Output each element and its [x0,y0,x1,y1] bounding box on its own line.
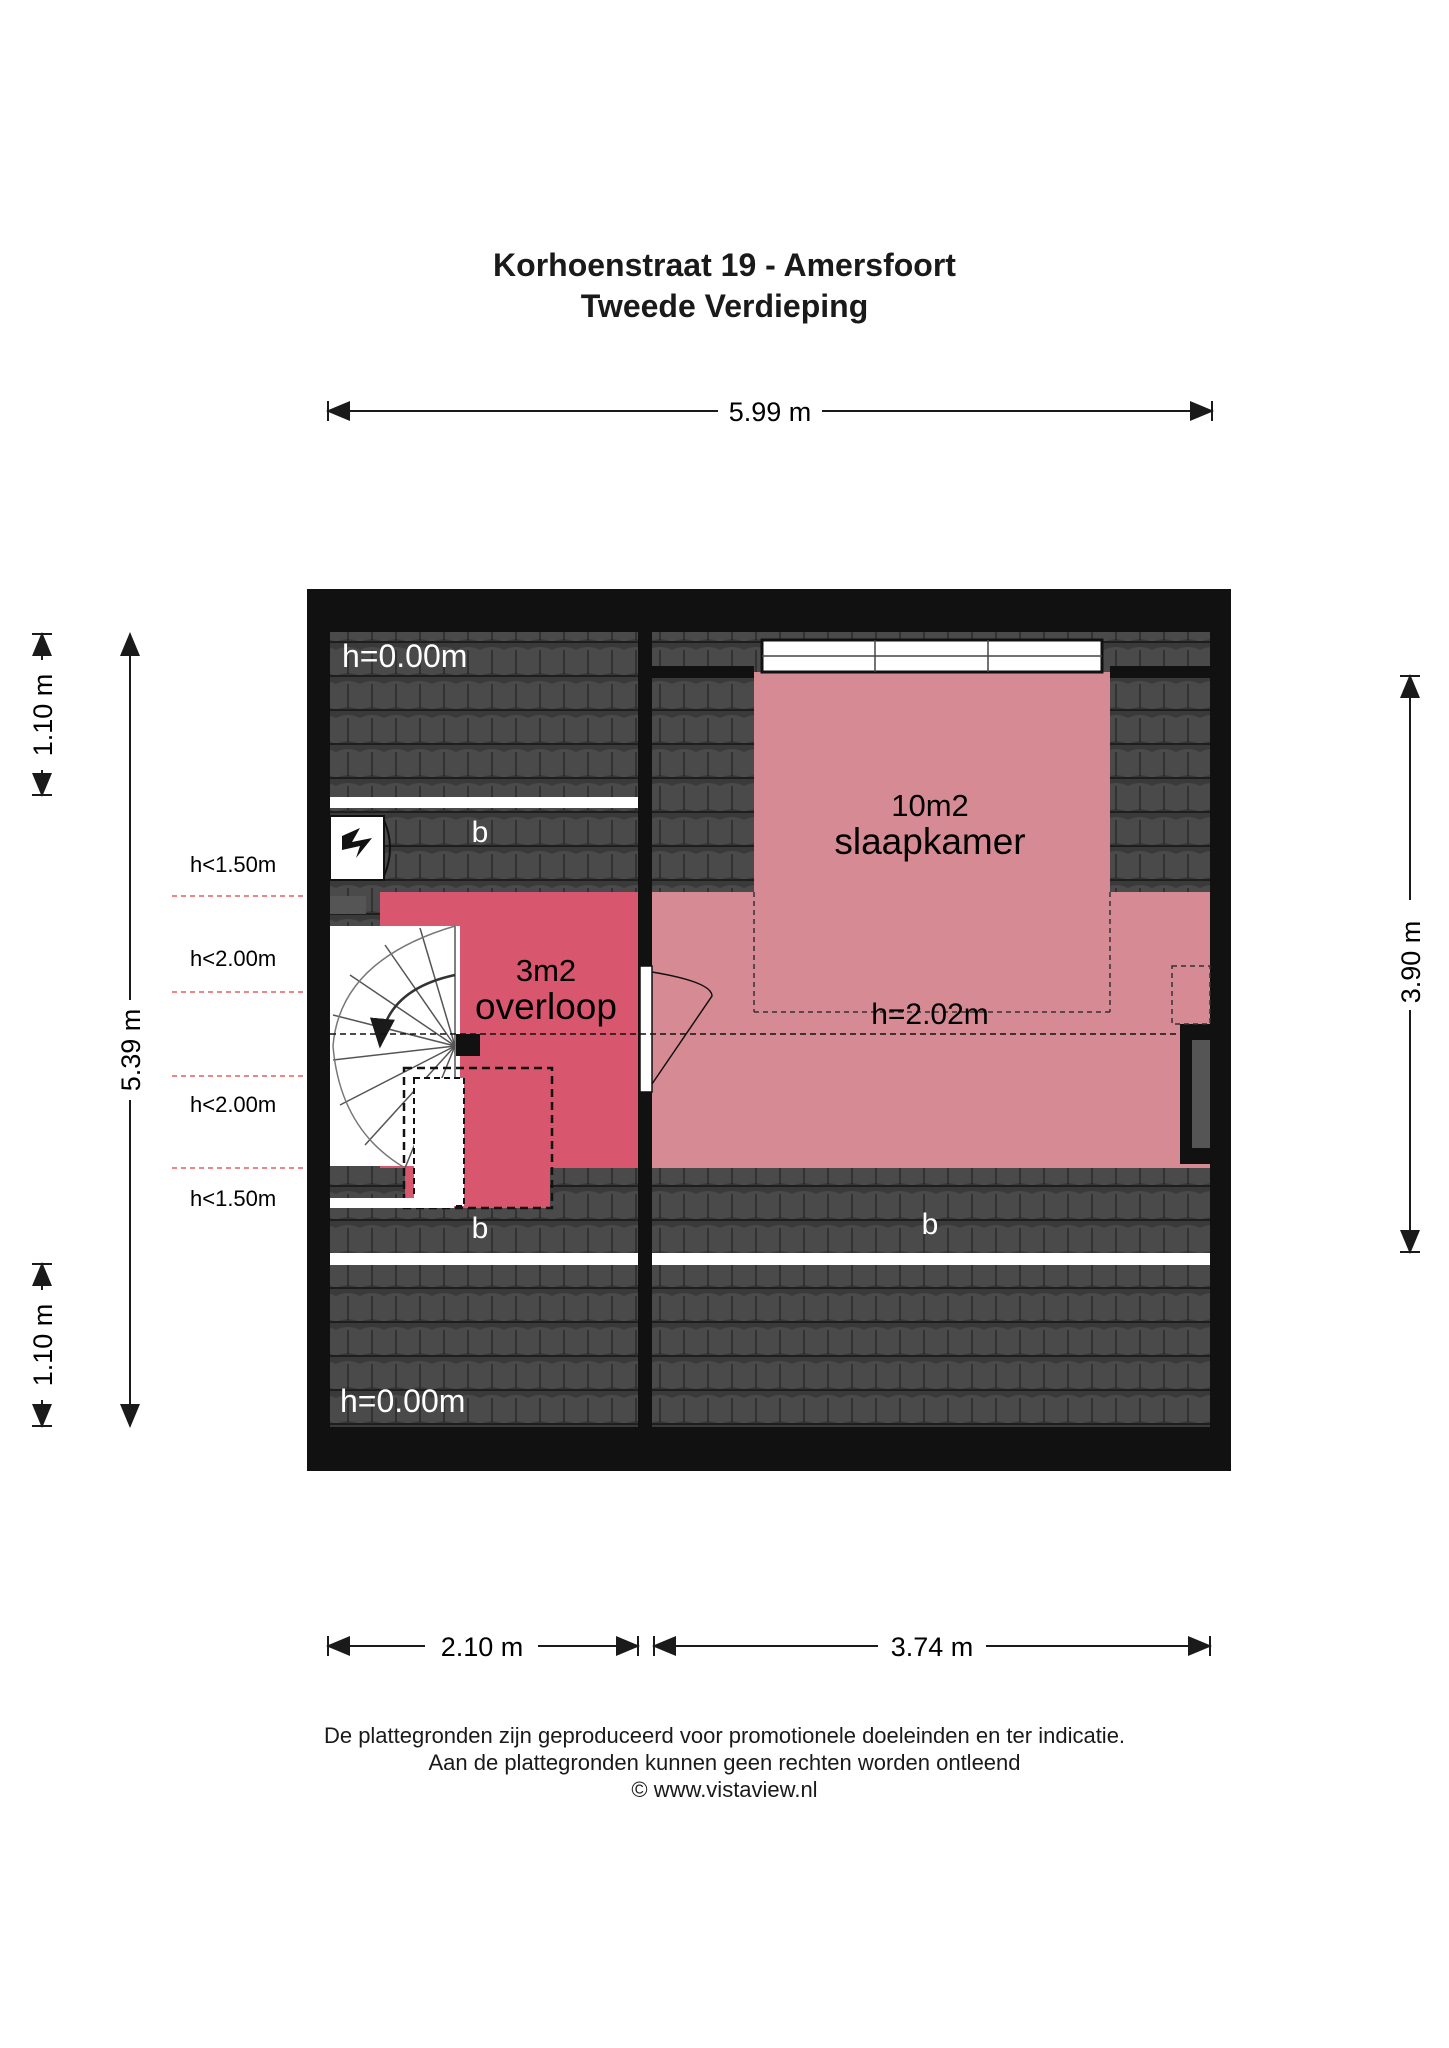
b-label-bottom-right: b [921,1208,939,1241]
copyright-line: © www.vistaview.nl [631,1777,818,1802]
dimension-left [28,634,146,1426]
kneewall-top [330,797,638,808]
slaapkamer-name: slaapkamer [834,821,1026,862]
vent [330,896,366,914]
boiler-unit [330,816,384,880]
dimension-top [328,397,1212,427]
kneewall-bottom-right [652,1253,1210,1265]
height-label-1: h<1.50m [190,852,277,877]
height-lines [172,896,304,1168]
dimension-left-bottom: 1.10 m [28,1303,58,1387]
height-label-2: h<2.00m [190,946,277,971]
plan-floor-title: Tweede Verdieping [580,288,869,324]
height-top-left: h=0.00m [342,638,468,674]
door-frame [640,966,652,1092]
stair-post [456,1034,480,1056]
b-label-bottom-left: b [471,1212,489,1245]
disclaimer-line-2: Aan de plattegronden kunnen geen rechten worden ontleend [428,1750,1021,1775]
dimension-left-total: 5.39 m [116,1008,146,1092]
dimension-bottom-left-label: 2.10 m [440,1632,524,1662]
height-bottom-left: h=0.00m [340,1383,466,1419]
height-label-4: h<1.50m [190,1186,277,1211]
dimension-right [1396,676,1426,1252]
kneewall-bottom-left [330,1253,638,1265]
b-label-top: b [471,816,489,849]
height-label-3: h<2.00m [190,1092,277,1117]
slaapkamer-area: 10m2 [891,788,969,823]
dimension-bottom [328,1632,1210,1662]
dimension-left-top: 1.10 m [28,673,58,757]
dimension-top-label: 5.99 m [728,397,812,427]
dimension-right-label: 3.90 m [1396,920,1426,1004]
overloop-area: 3m2 [515,953,577,988]
plan-address-title: Korhoenstraat 19 - Amersfoort [493,247,956,283]
wall-top-left-right [652,666,754,678]
dimension-bottom-right-label: 3.74 m [890,1632,974,1662]
slaapkamer-height: h=2.02m [871,998,989,1031]
overloop-name: overloop [475,986,617,1027]
disclaimer-line-1: De plattegronden zijn geproduceerd voor promotionele doeleinden en ter indicatie. [323,1723,1126,1748]
